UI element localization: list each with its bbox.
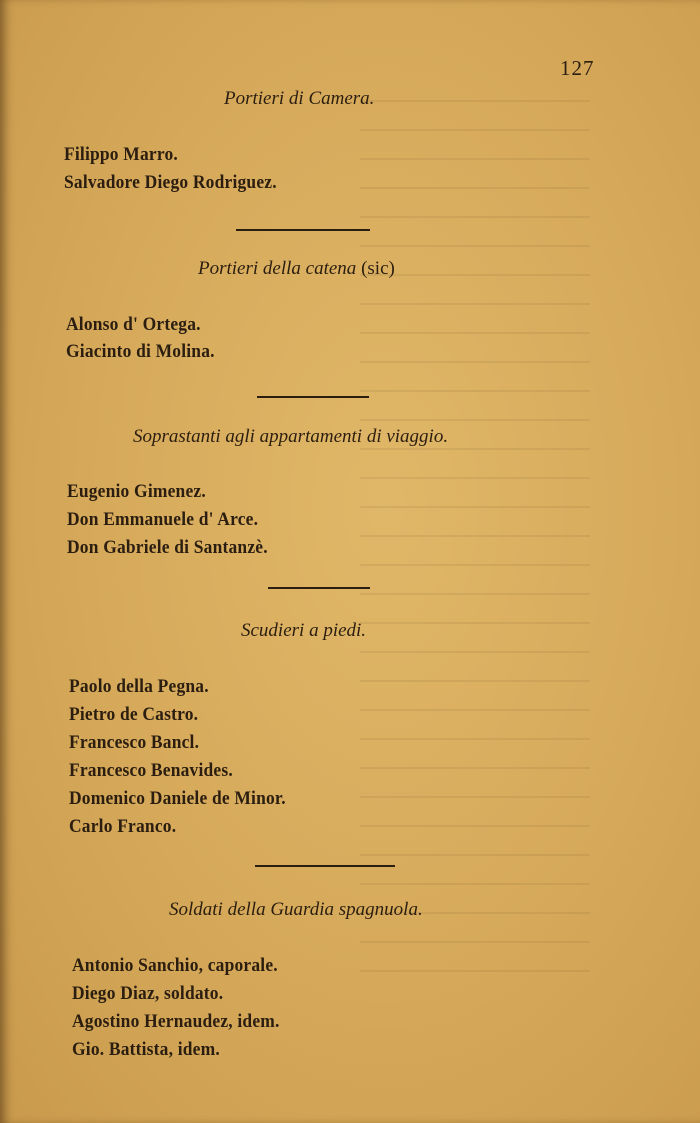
entry-line: Domenico Daniele de Minor. bbox=[69, 788, 286, 809]
section-heading-soprastanti: Soprastanti agli appartamenti di viaggio. bbox=[133, 426, 449, 447]
entry-line: Diego Diaz, soldato. bbox=[72, 983, 224, 1004]
section-heading-portieri-camera: Portieri di Camera. bbox=[224, 88, 375, 109]
entry-line: Gio. Battista, idem. bbox=[72, 1039, 220, 1060]
section-divider bbox=[268, 587, 370, 589]
entry-line: Don Emmanuele d' Arce. bbox=[67, 509, 259, 530]
section-divider bbox=[236, 229, 370, 231]
entry-line: Paolo della Pegna. bbox=[69, 676, 209, 697]
entry-line: Filippo Marro. bbox=[64, 144, 178, 165]
heading-suffix: (sic) bbox=[361, 258, 395, 279]
entry-line: Agostino Hernaudez, idem. bbox=[72, 1011, 280, 1032]
entry-line: Eugenio Gimenez. bbox=[67, 481, 206, 502]
entry-line: Pietro de Castro. bbox=[69, 704, 199, 725]
entry-line: Francesco Benavides. bbox=[69, 760, 233, 781]
section-divider bbox=[255, 865, 395, 867]
entry-line: Don Gabriele di Santanzè. bbox=[67, 537, 268, 558]
section-divider bbox=[257, 396, 369, 398]
heading-text: Portieri della catena bbox=[198, 258, 357, 279]
section-heading-portieri-catena bbox=[198, 258, 395, 280]
section-heading-scudieri: Scudieri a piedi. bbox=[241, 620, 367, 641]
show-through-text bbox=[360, 80, 590, 980]
entry-line: Giacinto di Molina. bbox=[66, 341, 215, 362]
entry-line: Carlo Franco. bbox=[69, 816, 177, 837]
section-heading-soldati: Soldati della Guardia spagnuola. bbox=[169, 899, 423, 920]
page-number: 127 bbox=[560, 56, 595, 80]
entry-line: Antonio Sanchio, caporale. bbox=[72, 955, 278, 976]
entry-line: Alonso d' Ortega. bbox=[66, 314, 201, 335]
entry-line: Salvadore Diego Rodriguez. bbox=[64, 172, 277, 193]
entry-line: Francesco Bancl. bbox=[69, 732, 200, 753]
